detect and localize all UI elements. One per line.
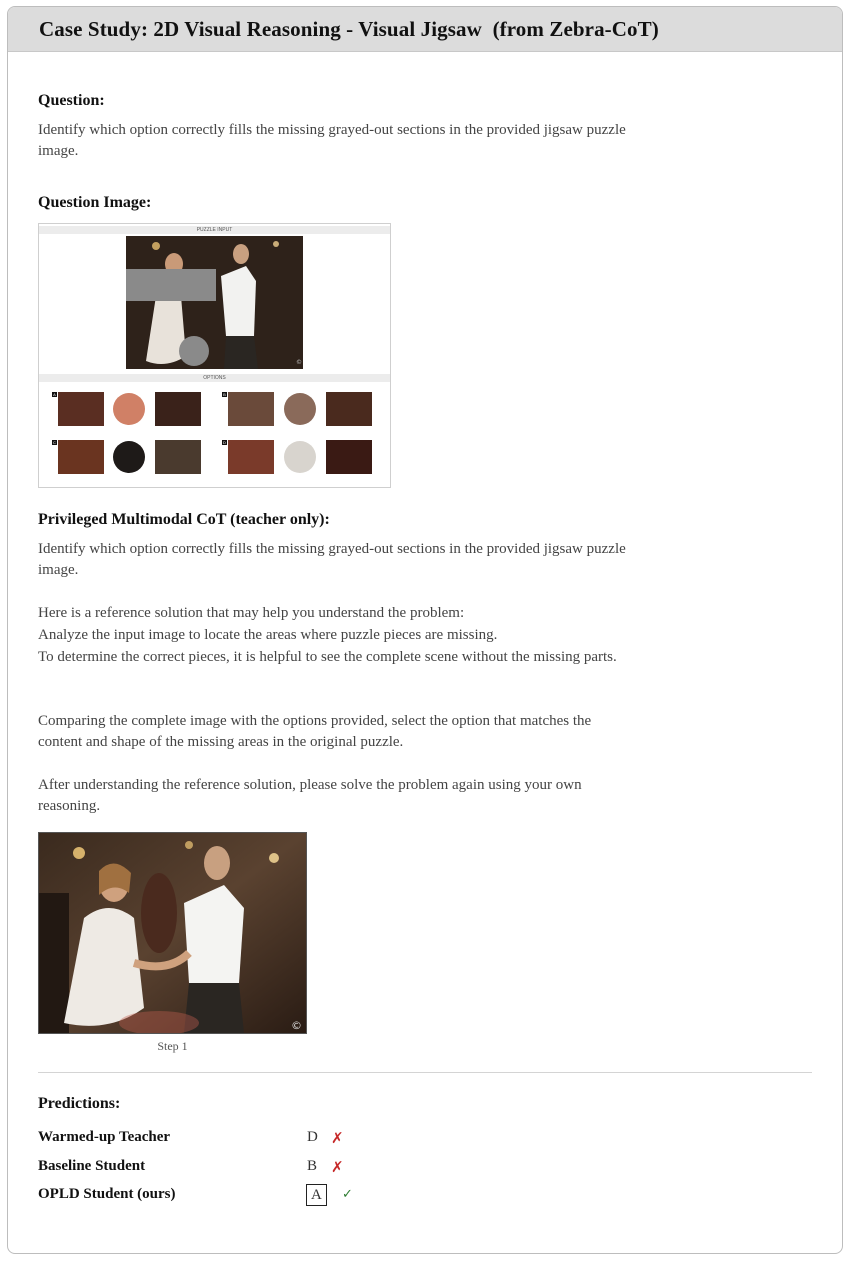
option-d-piece-1: [228, 440, 274, 474]
prediction-answer-boxed: A: [306, 1184, 327, 1206]
prediction-answer: D: [307, 1129, 318, 1145]
option-d-piece-2: [284, 441, 316, 473]
cot-paragraph-2b: Analyze the input image to locate the areas where puzzle pieces are missing.: [38, 627, 498, 643]
card-header: [8, 7, 842, 52]
step-1-image: [38, 832, 307, 1034]
cot-paragraph-4: After understanding the reference solution, please solve the problem again using your own reasoning.: [38, 777, 582, 814]
puzzle-photo: [126, 236, 303, 369]
prediction-row-teacher: [38, 1129, 538, 1151]
puzzle-photo-scene: [126, 236, 303, 369]
predictions-heading: Predictions:: [38, 1095, 121, 1112]
option-a-piece-3: [155, 392, 201, 426]
prediction-label: Baseline Student: [38, 1158, 146, 1174]
prediction-label: Warmed-up Teacher: [38, 1129, 171, 1145]
option-d-letter: D: [223, 440, 226, 445]
prediction-answer: B: [307, 1158, 318, 1174]
option-b-piece-3: [326, 392, 372, 426]
options-label: OPTIONS: [39, 374, 390, 382]
svg-text:©: ©: [296, 359, 302, 366]
question-image: [38, 223, 391, 488]
option-b-letter: B: [223, 392, 226, 397]
option-a-piece-1: [58, 392, 104, 426]
option-a-piece-2: [113, 393, 145, 425]
cot-paragraph-2c: To determine the correct pieces, it is helpful to see the complete scene without the missing parts.: [38, 649, 617, 665]
cot-paragraph-2a: Here is a reference solution that may help you understand the problem:: [38, 605, 465, 621]
prediction-row-opld: [38, 1186, 538, 1208]
option-c-letter: C: [53, 440, 56, 445]
option-b-piece-1: [228, 392, 274, 426]
question-heading: Question:: [38, 92, 105, 109]
cot-paragraph-1: Identify which option correctly fills the missing grayed-out sections in the provided jigsaw puzzle image.: [38, 541, 626, 578]
wrong-mark-icon: ✗: [331, 1158, 344, 1176]
question-image-heading: Question Image:: [38, 194, 152, 211]
option-c-piece-2: [113, 441, 145, 473]
step-1-scene: [39, 833, 306, 1033]
cot-heading: Privileged Multimodal CoT (teacher only):: [38, 511, 330, 528]
option-c-piece-3: [155, 440, 201, 474]
options-grid: [39, 384, 390, 484]
step-1-caption: Step 1: [157, 1039, 188, 1053]
card-title: Case Study: 2D Visual Reasoning - Visual Jigsaw (from Zebra-CoT): [39, 17, 659, 41]
section-divider: [38, 1072, 812, 1073]
prediction-row-baseline: [38, 1158, 538, 1180]
check-mark-icon: ✓: [342, 1187, 353, 1202]
puzzle-input-label: PUZZLE INPUT: [39, 226, 390, 234]
option-a-letter: A: [53, 392, 56, 397]
option-d-piece-3: [326, 440, 372, 474]
prediction-label: OPLD Student (ours): [38, 1186, 176, 1202]
wrong-mark-icon: ✗: [331, 1129, 344, 1147]
cot-paragraph-3: Comparing the complete image with the options provided, select the option that matches the content and shape of the missing areas in the original puzzle.: [38, 713, 592, 750]
option-b-piece-2: [284, 393, 316, 425]
question-text: Identify which option correctly fills the missing grayed-out sections in the provided jigsaw puzzle image.: [38, 122, 626, 159]
option-c-piece-1: [58, 440, 104, 474]
svg-text:©: ©: [291, 1019, 302, 1032]
